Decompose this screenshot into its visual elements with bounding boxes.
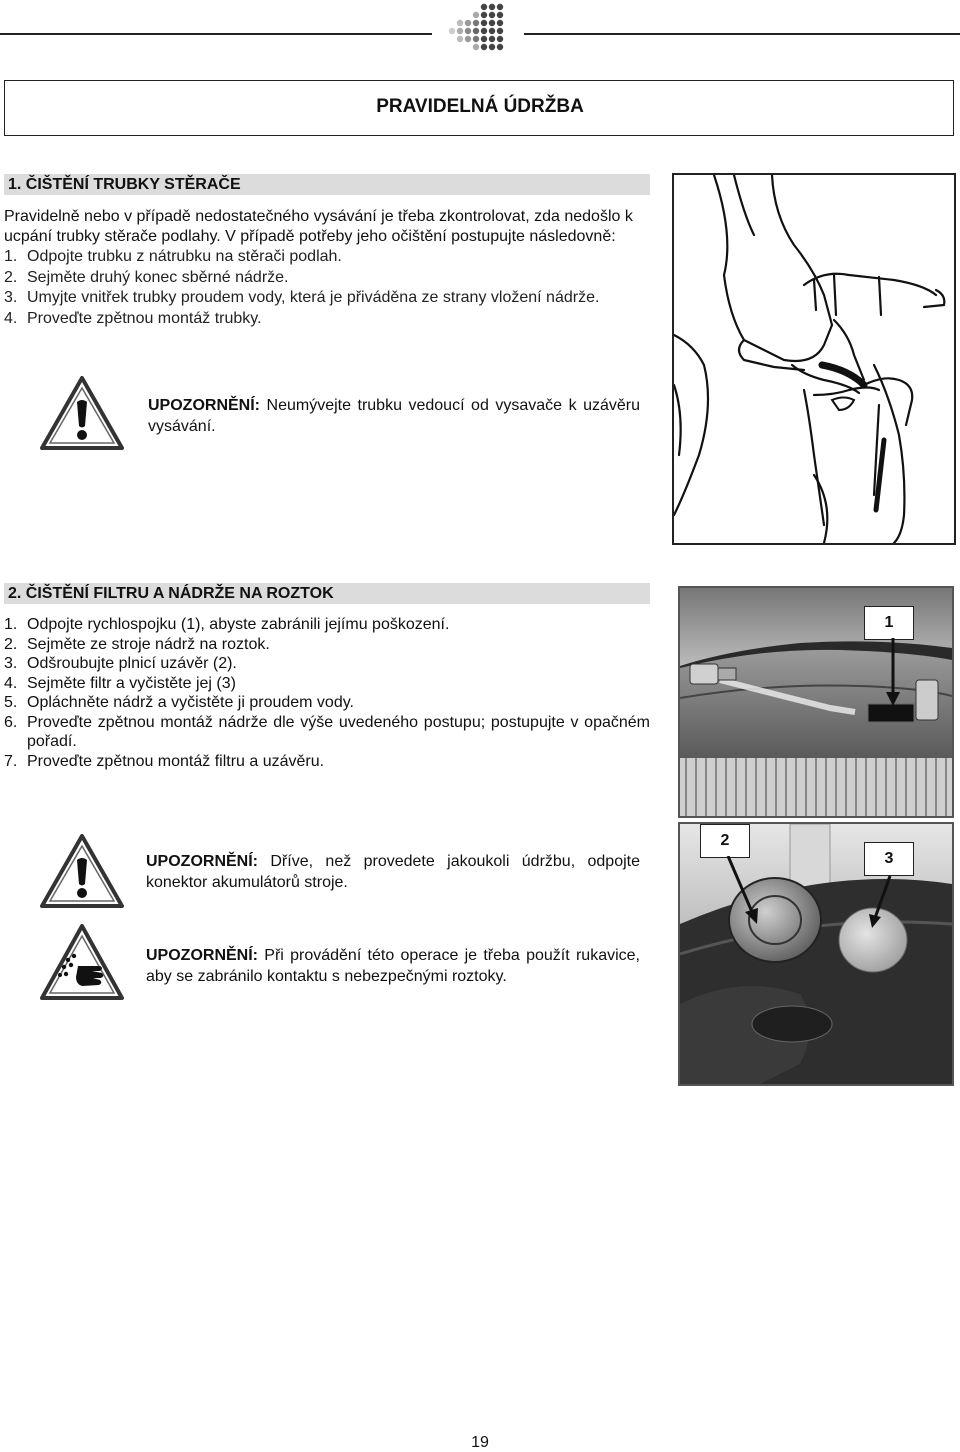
warning-text: Při provádění této operace je třeba použít rukavice, aby se zabránilo kontaktu s nebezpečnými roztoky. — [146, 947, 640, 985]
section1-intro-line1: Pravidelně nebo v případě nedostatečného vysávání je třeba zkontrolovat, zda nedošlo k — [4, 208, 633, 225]
list-item: 1. Odpojte rychlospojku (1), abyste zabránili jejímu poškození. — [4, 616, 450, 633]
warning-title: UPOZORNĚNÍ: — [148, 397, 260, 414]
list-item: 3. Umyjte vnitřek trubky proudem vody, která je přiváděna ze strany vložení nádrže. — [4, 289, 600, 306]
arrow-down-icon — [724, 856, 764, 926]
page-title: PRAVIDELNÁ ÚDRŽBA — [376, 96, 584, 117]
arrow-down-icon — [866, 876, 896, 928]
list-item: 1. Odpojte trubku z nátrubku na stěrači podlah. — [4, 248, 342, 265]
section1-heading: 1. ČIŠTĚNÍ TRUBKY STĚRAČE — [4, 174, 650, 195]
header-rule-left — [0, 33, 432, 35]
hose-illustration — [674, 175, 954, 543]
section1-intro-line2: ucpání trubky stěrače podlahy. V případě potřeby jeho očištění postupujte následovně: — [4, 228, 616, 245]
list-item: 5. Opláchněte nádrž a vyčistěte ji proudem vody. — [4, 694, 354, 711]
section1-steps — [4, 247, 664, 329]
list-item: 3. Odšroubujte plnicí uzávěr (2). — [4, 655, 237, 672]
section2-steps — [4, 615, 650, 771]
warning-title: UPOZORNĚNÍ: — [146, 947, 258, 964]
dot-grid-logo — [446, 2, 510, 54]
warning-text: Dříve, než provedete jakoukoli údržbu, odpojte konektor akumulátorů stroje. — [146, 853, 640, 891]
warning-section1 — [148, 395, 640, 437]
warning-title: UPOZORNĚNÍ: — [146, 853, 258, 870]
warning-gloves — [146, 945, 640, 987]
section2-heading: 2. ČIŠTĚNÍ FILTRU A NÁDRŽE NA ROZTOK — [4, 583, 650, 604]
list-item: 4. Sejměte filtr a vyčistěte jej (3) — [4, 674, 236, 692]
arrow-down-icon — [885, 638, 901, 708]
callout-3: 3 — [864, 842, 914, 876]
figure-quick-coupling — [678, 586, 954, 818]
callout-2: 2 — [700, 824, 750, 858]
list-item: 2. Sejměte druhý konec sběrné nádrže. — [4, 268, 289, 286]
callout-1: 1 — [864, 606, 914, 640]
exclamation-warning-icon — [38, 832, 126, 910]
list-item: 6. Proveďte zpětnou montáž nádrže dle výše uvedeného postupu; postupujte v opačném pořadí. — [4, 713, 650, 750]
figure-hose — [672, 173, 956, 545]
warning-text: Neumývejte trubku vedoucí od vysavače k uzávěru vysávání. — [148, 397, 640, 435]
list-item: 4. Proveďte zpětnou montáž trubky. — [4, 309, 262, 327]
header-rule-right — [524, 33, 960, 35]
page-number: 19 — [471, 1434, 489, 1451]
warning-battery — [146, 851, 640, 893]
figure-filler-cap-filter — [678, 822, 954, 1086]
exclamation-warning-icon — [38, 374, 126, 452]
section1-intro — [4, 207, 654, 247]
corrosive-hand-warning-icon — [38, 922, 126, 1002]
list-item: 7. Proveďte zpětnou montáž filtru a uzávěru. — [4, 752, 325, 770]
list-item: 2. Sejměte ze stroje nádrž na roztok. — [4, 635, 270, 653]
